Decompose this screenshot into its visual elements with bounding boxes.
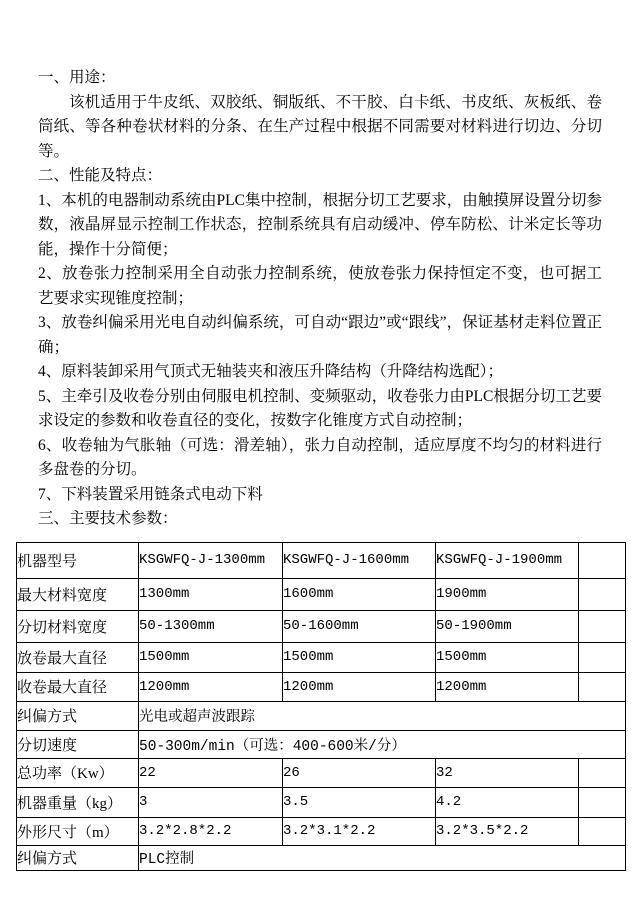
empty-cell — [579, 817, 626, 845]
value-cell: 1300mm — [139, 578, 283, 610]
value-cell: 22 — [139, 758, 283, 787]
row-label: 最大材料宽度 — [17, 578, 139, 610]
table-row-guide-mode — [17, 701, 626, 730]
merged-value-cell: 光电或超声波跟踪 — [139, 701, 626, 730]
feature-item-7: 7、下料装置采用链条式电动下料 — [38, 485, 263, 503]
row-label: 纠偏方式 — [17, 701, 139, 730]
empty-cell — [579, 787, 626, 817]
table-row-total-power — [17, 758, 626, 787]
section-1-heading: 一、用途： — [38, 69, 116, 86]
empty-cell — [579, 578, 626, 610]
model-cell: KSGWFQ-J-1600mm — [283, 542, 436, 578]
table-row-slit-width — [17, 610, 626, 642]
value-cell: 1900mm — [436, 578, 579, 610]
value-cell: 1500mm — [139, 642, 283, 672]
value-cell: 1200mm — [139, 672, 283, 701]
empty-cell — [579, 642, 626, 672]
row-label: 机器型号 — [17, 542, 139, 578]
value-cell: 32 — [436, 758, 579, 787]
empty-cell — [579, 610, 626, 642]
row-label: 机器重量（kg） — [17, 787, 139, 817]
merged-value-cell: PLC控制 — [139, 845, 626, 870]
table-row-slit-speed — [17, 730, 626, 758]
table-row-unwind-diameter — [17, 642, 626, 672]
value-cell: 1500mm — [283, 642, 436, 672]
value-cell: 1200mm — [436, 672, 579, 701]
row-label: 分切速度 — [17, 730, 139, 758]
value-cell: 50-1300mm — [139, 610, 283, 642]
value-cell: 3.2*3.1*2.2 — [283, 817, 436, 845]
table-row-rewind-diameter — [17, 672, 626, 701]
row-label: 放卷最大直径 — [17, 642, 139, 672]
table-row-control-mode — [17, 845, 626, 870]
row-label: 外形尺寸（m） — [17, 817, 139, 845]
table-row-dimensions — [17, 817, 626, 845]
section-2-heading: 二、性能及特点： — [38, 167, 163, 184]
feature-item-5: 5、主牵引及收卷分别由伺服电机控制、变频驱动，收卷张力由PLC根据分切工艺要求设定的参数和收卷直径的变化，按数字化锥度方式自动控制； — [38, 387, 602, 429]
value-cell: 26 — [283, 758, 436, 787]
empty-cell — [579, 542, 626, 578]
value-cell: 1500mm — [436, 642, 579, 672]
empty-cell — [579, 672, 626, 701]
feature-item-4: 4、原料装卸采用气顶式无轴装夹和液压升降结构（升降结构选配）； — [38, 363, 504, 380]
value-cell: 50-1900mm — [436, 610, 579, 642]
section-1-paragraph: 该机适用于牛皮纸、双胶纸、铜版纸、不干胶、白卡纸、书皮纸、灰板纸、卷筒纸、等各种卷状材料的分条、在生产过程中根据不同需要对材料进行切边、分切等。 — [38, 93, 602, 160]
value-cell: 1600mm — [283, 578, 436, 610]
section-3-heading: 三、主要技术参数： — [38, 510, 178, 527]
value-cell: 1200mm — [283, 672, 436, 701]
model-cell: KSGWFQ-J-1300mm — [139, 542, 283, 578]
feature-item-1: 1、本机的电器制动系统由PLC集中控制，根据分切工艺要求，由触摸屏设置分切参数，液晶屏显示控制工作状态，控制系统具有启动缓冲、停车防松、计米定长等功能，操作十分简便； — [38, 191, 602, 258]
row-label: 分切材料宽度 — [17, 610, 139, 642]
value-cell: 3.2*3.5*2.2 — [436, 817, 579, 845]
row-label: 纠偏方式 — [17, 845, 139, 870]
feature-item-3: 3、放卷纠偏采用光电自动纠偏系统，可自动“跟边”或“跟线”，保证基材走料位置正确； — [38, 314, 602, 356]
value-cell: 4.2 — [436, 787, 579, 817]
value-cell: 3 — [139, 787, 283, 817]
spec-table — [16, 542, 626, 871]
feature-item-6: 6、收卷轴为气胀轴（可选：滑差轴），张力自动控制，适应厚度不均匀的材料进行多盘卷的分切。 — [38, 436, 602, 478]
value-cell: 3.2*2.8*2.2 — [139, 817, 283, 845]
row-label: 收卷最大直径 — [17, 672, 139, 701]
feature-item-2: 2、放卷张力控制采用全自动张力控制系统，使放卷张力保持恒定不变，也可据工艺要求实现锥度控制； — [38, 265, 602, 307]
table-row-max-width — [17, 578, 626, 610]
table-row-model — [17, 542, 626, 578]
empty-cell — [579, 758, 626, 787]
table-row-machine-weight — [17, 787, 626, 817]
value-cell: 50-1600mm — [283, 610, 436, 642]
row-label: 总功率（Kw） — [17, 758, 139, 787]
merged-value-cell: 50-300m/min（可选：400-600米/分） — [139, 730, 626, 758]
document-body — [38, 66, 602, 532]
model-cell: KSGWFQ-J-1900mm — [436, 542, 579, 578]
value-cell: 3.5 — [283, 787, 436, 817]
